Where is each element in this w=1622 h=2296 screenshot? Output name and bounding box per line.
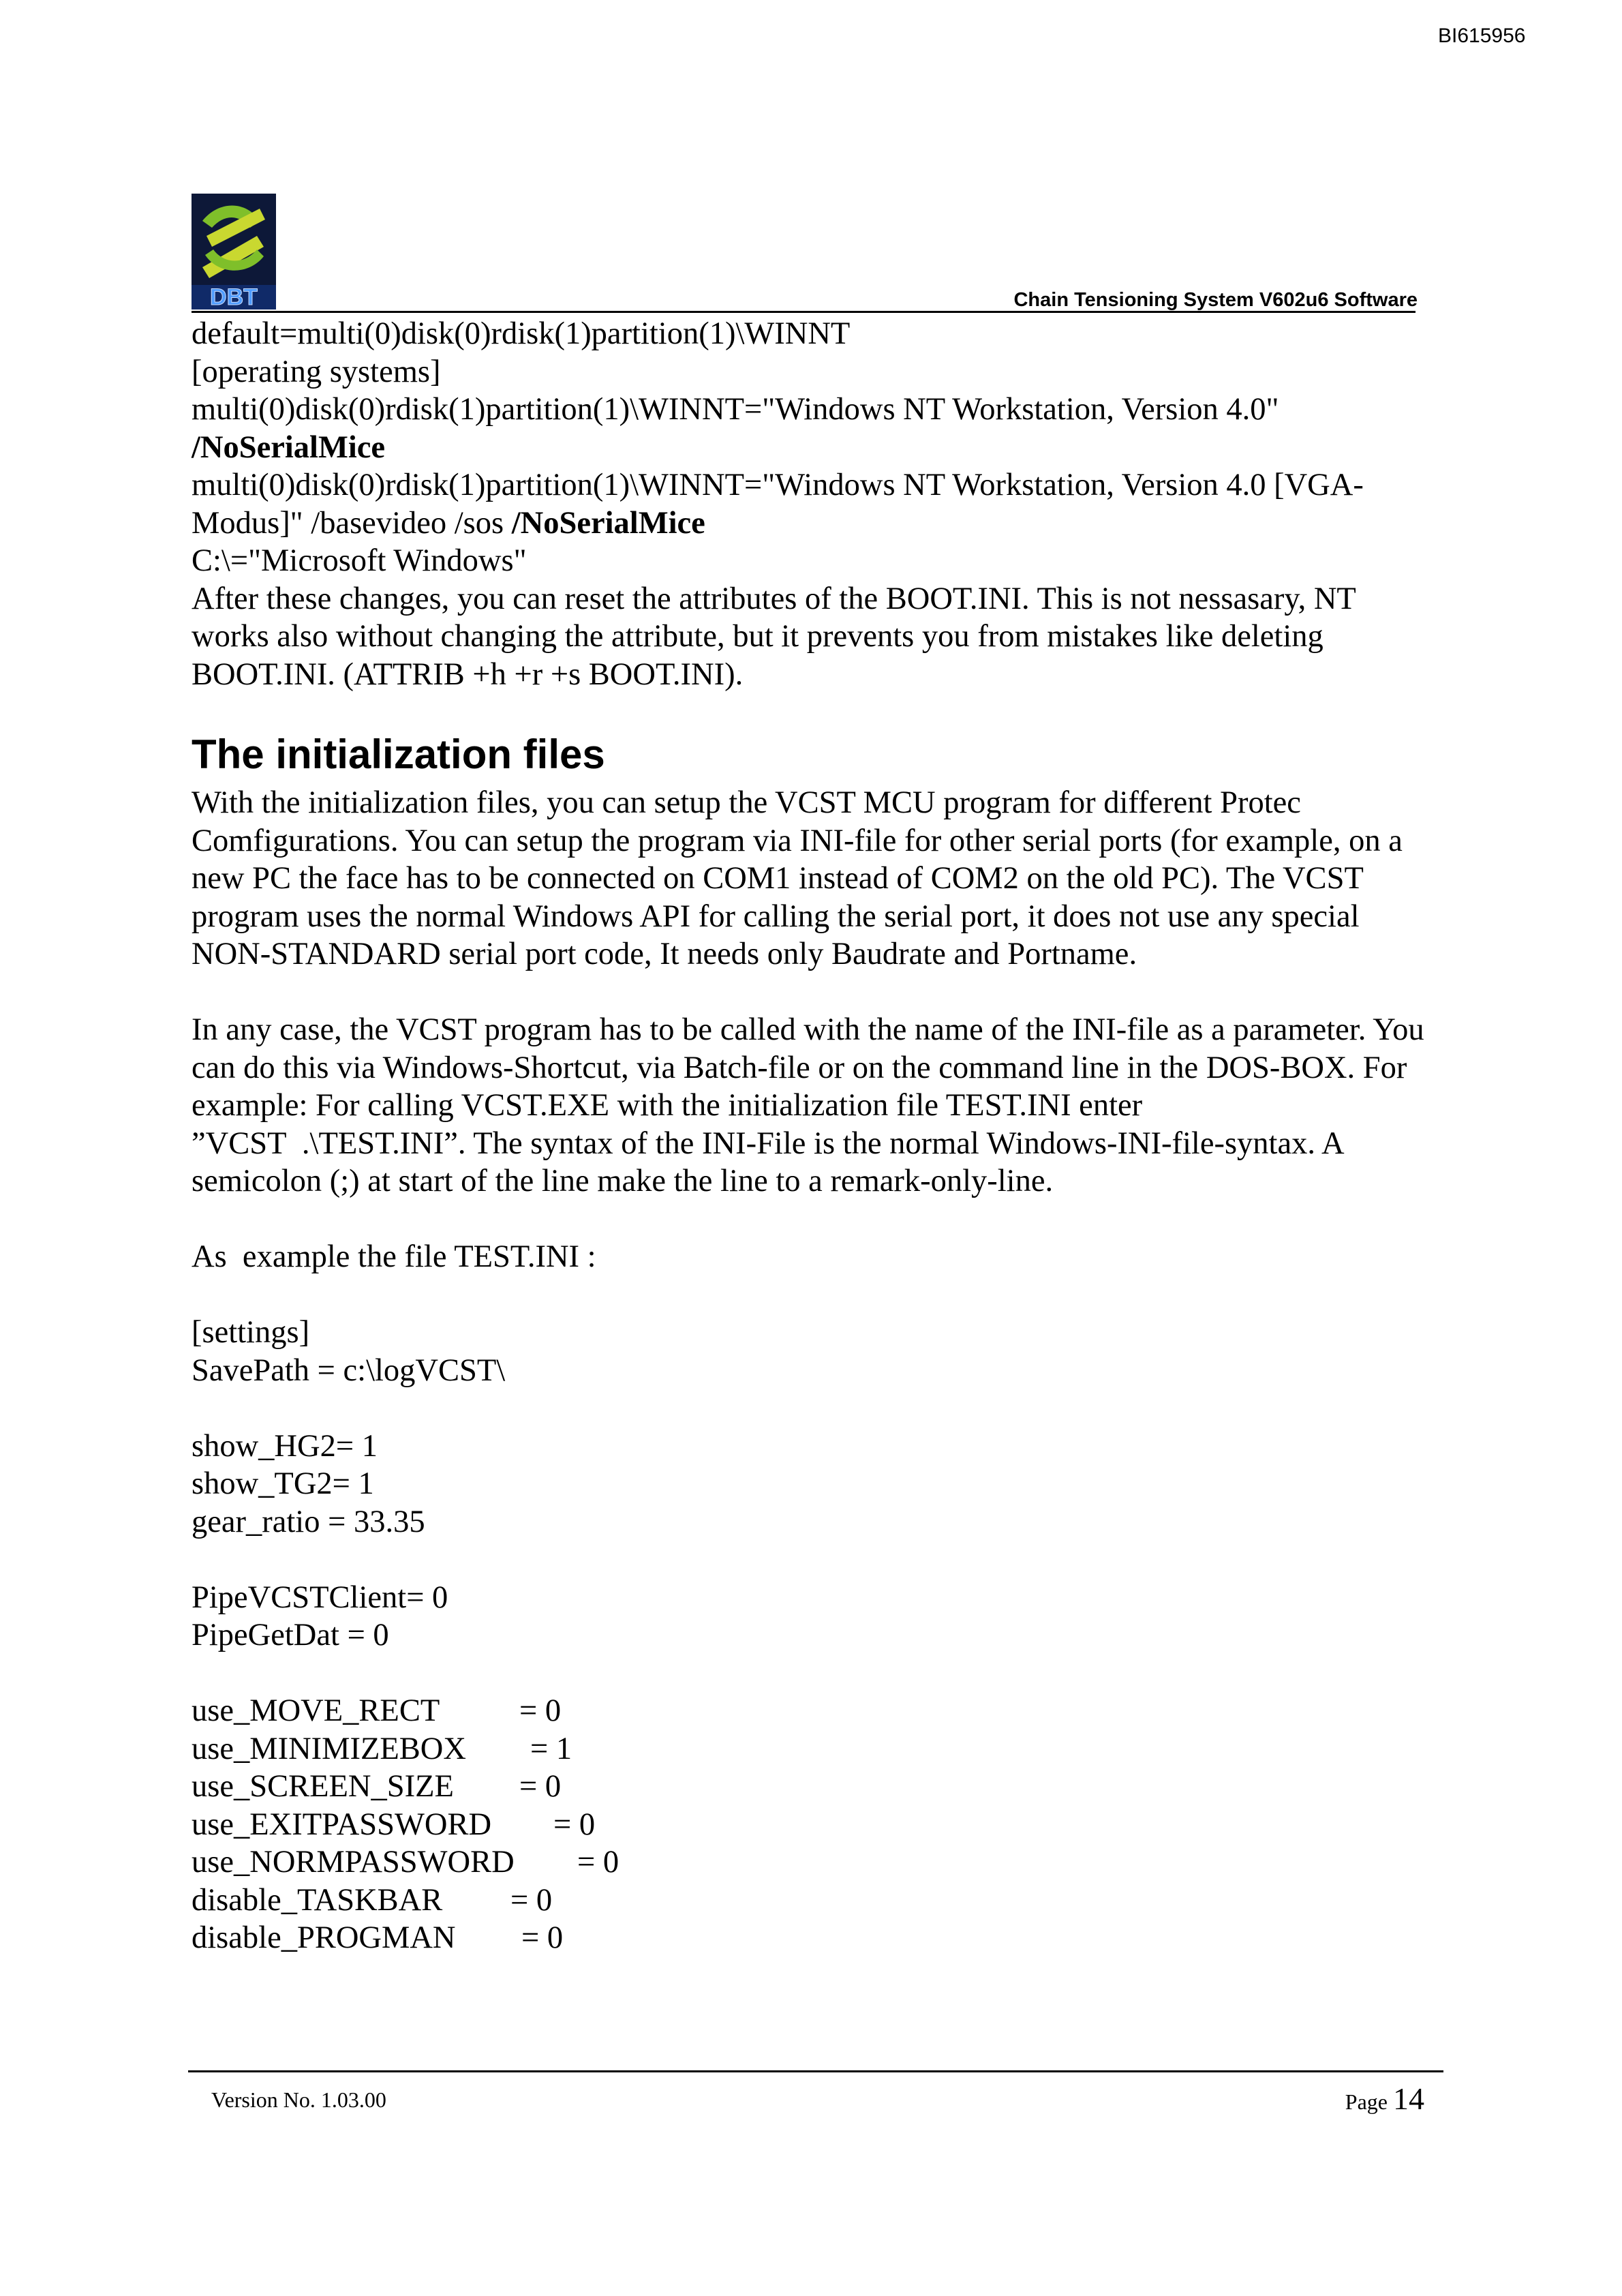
paragraph-line: new PC the face has to be connected on COM1 instead of COM2 on the old PC). The VCST (192, 861, 1364, 896)
ini-entry: SavePath = c:\logVCST\ (192, 1353, 506, 1388)
boot-ini-line (192, 504, 1452, 543)
paragraph-line: program uses the normal Windows API for calling the serial port, it does not use any special (192, 898, 1360, 934)
ini-option-value: = 0 (577, 1845, 619, 1879)
ini-option-key: disable_PROGMAN (192, 1920, 456, 1955)
logo-text: DBT (210, 284, 258, 309)
ini-option-row (192, 1806, 1452, 1844)
paragraph-line: Comfigurations. You can setup the program via INI-file for other serial ports (for example, on a (192, 823, 1403, 858)
paragraph-line: BOOT.INI. (ATTRIB +h +r +s BOOT.INI). (192, 656, 744, 692)
ini-option-value: = 0 (521, 1920, 564, 1955)
paragraph-line: can do this via Windows-Shortcut, via Batch-file or on the command line in the DOS-BOX. For (192, 1050, 1407, 1085)
ini-option-row (192, 1843, 1452, 1882)
paragraph-line: example: For calling VCST.EXE with the initialization file TEST.INI enter (192, 1088, 1143, 1123)
ini-option-row (192, 1692, 1452, 1730)
ini-entry: show_HG2= 1 (192, 1428, 378, 1464)
ini-option-value: = 0 (519, 1693, 562, 1728)
ini-entry: PipeGetDat = 0 (192, 1618, 389, 1652)
boot-ini-switch: /NoSerialMice (511, 505, 705, 541)
page-number: 14 (1393, 2081, 1424, 2116)
example-intro: As example the file TEST.INI : (192, 1239, 596, 1274)
footer-page (1345, 2081, 1424, 2117)
ini-option-key: use_NORMPASSWORD (192, 1845, 515, 1879)
paragraph-line: After these changes, you can reset the attributes of the BOOT.INI. This is not nessasary, NT (192, 581, 1356, 616)
ini-option-key: use_EXITPASSWORD (192, 1807, 492, 1842)
footer-version: Version No. 1.03.00 (211, 2087, 386, 2112)
ini-option-row (192, 1919, 1452, 1957)
boot-ini-line: multi(0)disk(0)rdisk(1)partition(1)\WINNT="Windows NT Workstation, Version 4.0 [VGA- (192, 468, 1364, 502)
document-id: BI615956 (1438, 25, 1526, 47)
ini-option-key: use_MOVE_RECT (192, 1693, 440, 1728)
ini-option-key: use_SCREEN_SIZE (192, 1769, 454, 1804)
paragraph-line: In any case, the VCST program has to be called with the name of the INI-file as a parameter. You (192, 1012, 1424, 1047)
dbt-logo-graphic (192, 194, 276, 309)
ini-option-value: = 0 (519, 1769, 562, 1804)
footer-divider (188, 2070, 1443, 2072)
dbt-logo (192, 194, 276, 309)
ini-entry: PipeVCSTClient= 0 (192, 1580, 448, 1615)
ini-option-row (192, 1882, 1452, 1920)
paragraph-line: semicolon (;) at start of the line make the line to a remark-only-line. (192, 1164, 1054, 1198)
boot-ini-line: default=multi(0)disk(0)rdisk(1)partition(1)\WINNT (192, 316, 851, 351)
boot-ini-line: C:\="Microsoft Windows" (192, 543, 527, 578)
boot-ini-line-text: Modus]" /basevideo /sos (192, 505, 512, 541)
ini-option-key: disable_TASKBAR (192, 1882, 443, 1918)
ini-option-row (192, 1768, 1452, 1806)
ini-entry: show_TG2= 1 (192, 1466, 374, 1501)
ini-entry: gear_ratio = 33.35 (192, 1504, 425, 1539)
paragraph-line: ”VCST .\TEST.INI”. The syntax of the INI-File is the normal Windows-INI-file-syntax. A (192, 1126, 1345, 1161)
ini-option-key: use_MINIMIZEBOX (192, 1731, 466, 1766)
header-divider (192, 311, 1416, 313)
page-label: Page (1345, 2089, 1388, 2114)
ini-section-header: [settings] (192, 1315, 310, 1350)
ini-option-value: = 0 (553, 1807, 596, 1842)
header-title: Chain Tensioning System V602u6 Software (1013, 289, 1418, 311)
paragraph-line: works also without changing the attribute, but it prevents you from mistakes like deleting (192, 619, 1323, 654)
section-heading: The initialization files (192, 731, 605, 777)
paragraph-line: NON-STANDARD serial port code, It needs only Baudrate and Portname. (192, 937, 1137, 971)
page-content (192, 315, 1452, 1957)
boot-ini-switch: /NoSerialMice (192, 429, 386, 465)
ini-option-value: = 0 (510, 1882, 553, 1918)
boot-ini-line: [operating systems] (192, 354, 441, 389)
paragraph-line: With the initialization files, you can setup the VCST MCU program for different Protec (192, 785, 1301, 820)
ini-option-row (192, 1730, 1452, 1768)
boot-ini-line: multi(0)disk(0)rdisk(1)partition(1)\WINNT="Windows NT Workstation, Version 4.0" (192, 392, 1279, 427)
ini-option-value: = 1 (530, 1731, 572, 1766)
